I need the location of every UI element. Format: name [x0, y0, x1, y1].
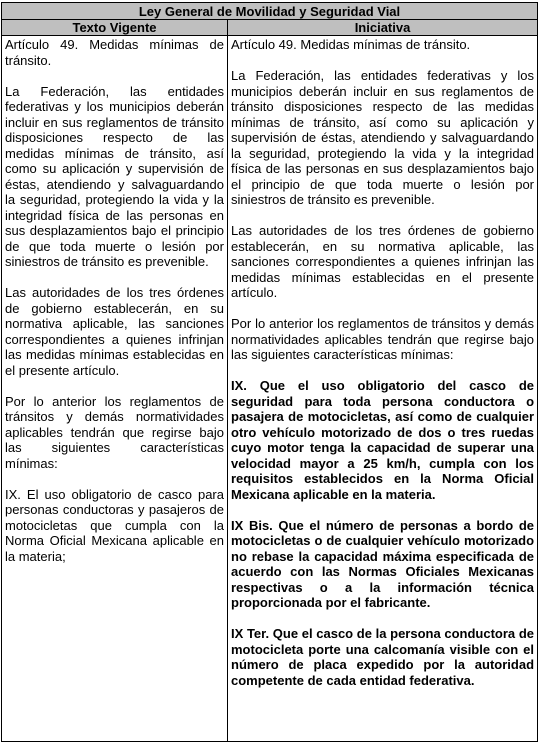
- right-paragraph-fraccion-ix-ter: IX Ter. Que el casco de la persona conductora de motocicleta porte una calcomanía visible con el número de placa expedido por la autoridad competente de cada entidad federativa.: [231, 626, 535, 688]
- right-paragraph-federacion: La Federación, las entidades federativas y los municipios deberán incluir en sus reglamentos de tránsito disposiciones respecto de las medidas mínimas de tránsito, así como su aplicación y supervisión de éstas, atendiendo y salvaguardando la seguridad, protegiendo la vida y la integridad física de las personas en sus desplazamientos bajo el principio de que toda muerte o lesión por siniestros de tránsito es prevenible.: [231, 68, 535, 207]
- column-header-iniciativa: Iniciativa: [228, 20, 538, 36]
- table-title: Ley General de Movilidad y Seguridad Vial: [2, 3, 538, 20]
- right-paragraph-autoridades: Las autoridades de los tres órdenes de gobierno establecerán, en su normativa aplicable, las sanciones correspondientes a quienes infrinjan las medidas mínimas establecidas en el presente artículo.: [231, 223, 535, 300]
- left-paragraph-federacion: La Federación, las entidades federativas y los municipios deberán incluir en sus reglamentos de tránsito disposiciones respecto de las medidas mínimas de tránsito, así como su aplicación y supervisión de éstas, atendiendo y salvaguardando la seguridad, protegiendo la vida y la integridad física de las personas en sus desplazamientos bajo el principio de que toda muerte o lesión por siniestros de tránsito es prevenible.: [5, 83, 224, 269]
- table-header-row: [2, 20, 538, 36]
- comparison-table: [1, 2, 538, 742]
- right-paragraph-articulo: Artículo 49. Medidas mínimas de tránsito.: [231, 37, 471, 52]
- iniciativa-cell: [228, 36, 538, 742]
- table-row: [2, 36, 538, 742]
- comparison-document: [1, 2, 537, 742]
- left-paragraph-autoridades: Las autoridades de los tres órdenes de gobierno establecerán, en su normativa aplicable, las sanciones correspondientes a quienes infrinjan las medidas mínimas establecidas en el presente artículo.: [5, 285, 224, 378]
- right-paragraph-reglamentos: Por lo anterior los reglamentos de tránsitos y demás normatividades aplicables tendrán que regirse bajo las siguientes características mínimas:: [231, 316, 535, 362]
- left-paragraph-reglamentos: Por lo anterior los reglamentos de tránsitos y demás normatividades aplicables tendrán que regirse bajo las siguientes características mínimas:: [5, 393, 224, 471]
- table-title-row: [2, 3, 538, 20]
- texto-vigente-cell: [2, 36, 228, 742]
- right-paragraph-fraccion-ix-bis: IX Bis. Que el número de personas a bordo de motocicletas o de cualquier vehículo motorizado no rebase la capacidad máxima especificada de acuerdo con las Normas Oficiales Mexicanas respectivas o a la información técnica proporcionada por el fabricante.: [231, 517, 535, 610]
- column-header-texto-vigente: Texto Vigente: [2, 20, 228, 36]
- left-paragraph-articulo: Artículo 49. Medidas mínimas de tránsito.: [5, 37, 224, 68]
- left-paragraph-fraccion-ix: IX. El uso obligatorio de casco para personas conductoras y pasajeros de motocicletas que cumpla con la Norma Oficial Mexicana aplicable en la materia;: [5, 486, 224, 564]
- right-paragraph-fraccion-ix: IX. Que el uso obligatorio del casco de seguridad para toda persona conductora o pasajera de motocicletas, así como de cualquier otro vehículo motorizado de dos o tres ruedas cuyo motor tenga la capacidad de superar una velocidad mayor a 25 km/h, cumpla con los requisitos establecidos en la Norma Oficial Mexicana aplicable en la materia.: [231, 378, 535, 502]
